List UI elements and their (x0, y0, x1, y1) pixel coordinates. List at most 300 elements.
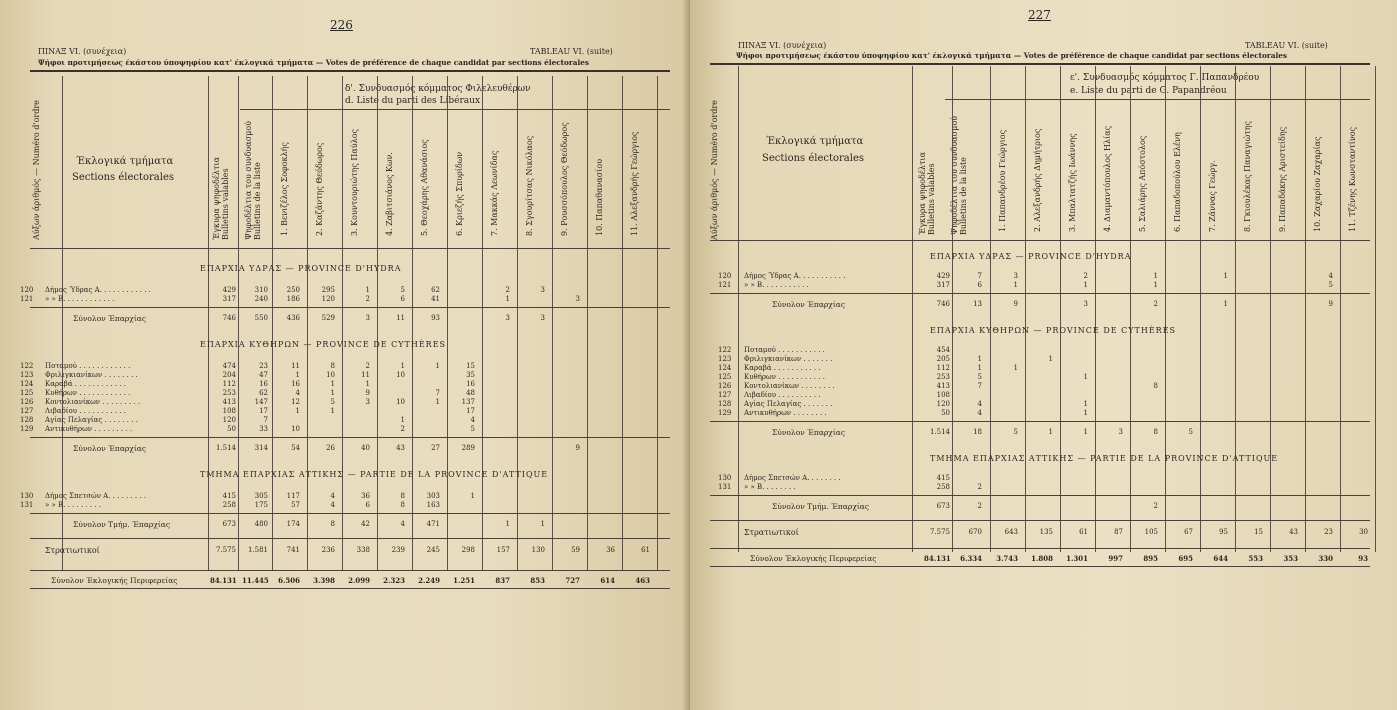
value-cell: 5 (400, 286, 405, 294)
row-number: 131 (20, 501, 34, 509)
value-cell: 1 (1048, 355, 1053, 363)
party-title-french: e. Liste du parti de G. Papandréou (1070, 86, 1227, 96)
candidate-header: 10. Παπαθανασίου (595, 158, 604, 236)
value-cell: 175 (254, 501, 268, 509)
value-cell: 35 (466, 371, 475, 379)
value-cell: 644 (1213, 554, 1228, 563)
candidate-header: 11. Τζένης Κωνσταντίνος (1348, 127, 1357, 232)
value-cell: 57 (291, 501, 300, 509)
value-cell: 157 (496, 546, 510, 554)
value-cell: 1 (540, 520, 545, 528)
value-cell: 17 (466, 407, 475, 415)
column-rule (657, 76, 658, 570)
col-valid-header: Έγκυρα ψηφοδέλτια Bulletins valables (918, 152, 936, 235)
value-cell: 11 (361, 371, 370, 379)
value-cell: 16 (259, 380, 268, 388)
value-cell: 5 (470, 425, 475, 433)
value-cell: 746 (936, 300, 950, 308)
value-cell: 614 (600, 576, 615, 585)
value-cell: 463 (635, 576, 650, 585)
value-cell: 353 (1283, 554, 1298, 563)
value-cell: 1 (470, 492, 475, 500)
value-cell: 108 (936, 391, 950, 399)
value-cell: 1 (435, 362, 440, 370)
value-cell: 2 (365, 362, 370, 370)
value-cell: 1 (1083, 428, 1088, 436)
left-page (0, 0, 690, 710)
value-cell: 50 (941, 409, 950, 417)
value-cell: 258 (936, 483, 950, 491)
row-number: 120 (718, 272, 732, 280)
subtotal-label: Σύνολον Έπαρχίας (73, 314, 147, 323)
province-heading: ΕΠΑΡΧΙΑ ΥΔΡΑΣ — PROVINCE D'HYDRA (200, 264, 402, 273)
subtotal-label: Σύνολον Έπαρχίας (73, 444, 147, 453)
value-cell: 8 (1153, 382, 1158, 390)
section-name: Καραβά . . . . . . . . . . . . (45, 380, 126, 388)
party-rule (945, 99, 1370, 100)
column-rule (208, 76, 209, 570)
grand-total-label: Σύνολον Έκλογικής Περιφερείας (750, 554, 877, 563)
section-name: Κοντολιανίκων . . . . . . . . (744, 382, 835, 390)
subtotal-rule (30, 307, 670, 308)
value-cell: 16 (291, 380, 300, 388)
candidate-header: 11. Αλεξανδρής Γεώργιος (630, 131, 639, 236)
col-list-header: Ψηφοδέλτια του συνδυασμού Bulletins de la liste (950, 115, 968, 235)
military-label: Στρατιωτικοί (744, 528, 799, 537)
row-number: 125 (20, 389, 34, 397)
value-cell: 7 (435, 389, 440, 397)
value-cell: 10 (326, 371, 335, 379)
candidate-header: 1. Βενιζέλος Σοφοκλής (280, 142, 289, 236)
value-cell: 474 (222, 362, 236, 370)
value-cell: 186 (286, 295, 300, 303)
value-cell: 1 (1013, 364, 1018, 372)
value-cell: 1.301 (1066, 554, 1088, 563)
candidate-header: 5. Σαλιάρης Απόστολος (1138, 135, 1147, 232)
party-rule (240, 109, 670, 110)
subtotal-label: Σύνολον Τμήμ. Έπαρχίας (73, 520, 171, 529)
value-cell: 895 (1143, 554, 1158, 563)
value-cell: 1 (365, 380, 370, 388)
value-cell: 205 (936, 355, 950, 363)
province-heading: ΤΜΗΜΑ ΕΠΑΡΧΙΑΣ ΑΤΤΙΚΗΣ — PARTIE DE LA PROVINCE D'ATTIQUE (930, 454, 1279, 463)
value-cell: 135 (1039, 528, 1053, 536)
subtotal-label: Σύνολον Τμήμ. Έπαρχίας (772, 502, 870, 511)
subtotal-rule (30, 437, 670, 438)
row-number: 121 (20, 295, 34, 303)
value-cell: 1.581 (247, 546, 268, 554)
candidate-header: 4. Ζαβιτσιάνος Κων. (385, 152, 394, 236)
value-cell: 3 (1083, 300, 1088, 308)
row-number: 130 (718, 474, 732, 482)
value-cell: 471 (426, 520, 440, 528)
candidate-header: 1. Παπανδρέου Γεώργιος (998, 129, 1007, 232)
subtotal-rule (30, 513, 670, 514)
value-cell: 3 (1013, 272, 1018, 280)
value-cell: 2 (977, 483, 982, 491)
col-list-header: Ψηφοδέλτια του συνδυασμού Bulletins de la liste (244, 120, 262, 240)
page-number: 226 (330, 18, 353, 32)
value-cell: 314 (254, 444, 268, 452)
value-cell: 305 (254, 492, 268, 500)
value-cell: 4 (977, 400, 982, 408)
section-name: Αντικυθήρων . . . . . . . . . (45, 425, 133, 433)
column-rule (447, 76, 448, 570)
value-cell: 120 (321, 295, 335, 303)
value-cell: 673 (222, 520, 236, 528)
value-cell: 1 (1223, 272, 1228, 280)
header-bottom-rule (30, 248, 670, 249)
value-cell: 54 (291, 444, 300, 452)
value-cell: 1 (1083, 281, 1088, 289)
value-cell: 18 (973, 428, 982, 436)
column-rule (482, 76, 483, 570)
top-rule (710, 63, 1370, 65)
value-cell: 5 (977, 373, 982, 381)
section-name: Λιβαδίου . . . . . . . . . . . (45, 407, 126, 415)
section-name: Φριλιγκιανίκων . . . . . . . . (45, 371, 138, 379)
value-cell: 147 (254, 398, 268, 406)
value-cell: 670 (968, 528, 982, 536)
value-cell: 1 (400, 362, 405, 370)
value-cell: 163 (426, 501, 440, 509)
row-number: 128 (20, 416, 34, 424)
value-cell: 36 (606, 546, 615, 554)
row-number: 122 (20, 362, 34, 370)
row-number: 129 (20, 425, 34, 433)
value-cell: 1 (1153, 272, 1158, 280)
value-cell: 120 (222, 416, 236, 424)
value-cell: 2.099 (348, 576, 370, 585)
row-number: 128 (718, 400, 732, 408)
party-title-greek: δ'. Συνδυασμός κόμματος Φιλελευθέρων (345, 84, 531, 94)
value-cell: 62 (259, 389, 268, 397)
value-cell: 338 (356, 546, 370, 554)
candidate-header: 7. Μακκάς Λεωνίδας (490, 150, 499, 236)
page-number: 227 (1028, 8, 1051, 22)
row-number: 120 (20, 286, 34, 294)
section-name: Κυθήρων . . . . . . . . . . . . (45, 389, 131, 397)
section-name: Αντικυθήρων . . . . . . . . (744, 409, 827, 417)
value-cell: 33 (259, 425, 268, 433)
candidate-header: 7. Ζάννας Γεώργ. (1208, 160, 1217, 232)
value-cell: 1 (330, 407, 335, 415)
value-cell: 3 (365, 398, 370, 406)
value-cell: 6.334 (960, 554, 982, 563)
value-cell: 1 (977, 364, 982, 372)
value-cell: 6 (400, 295, 405, 303)
column-rule (1270, 66, 1271, 552)
value-cell: 258 (222, 501, 236, 509)
value-cell: 295 (321, 286, 335, 294)
value-cell: 84.131 (924, 554, 951, 563)
value-cell: 1 (1083, 400, 1088, 408)
value-cell: 47 (259, 371, 268, 379)
value-cell: 746 (222, 314, 236, 322)
value-cell: 59 (571, 546, 580, 554)
value-cell: 2 (505, 286, 510, 294)
value-cell: 245 (426, 546, 440, 554)
candidate-header: 9. Ρουσσόπουλος Θεόδωρος (560, 122, 569, 236)
province-heading: ΕΠΑΡΧΙΑ ΚΥΘΗΡΩΝ — PROVINCE DE CYTHÈRES (200, 340, 447, 349)
section-name: » » Β. . . . . . . . . (45, 501, 101, 509)
column-rule (238, 76, 239, 570)
party-title-french: d. Liste du parti des Libéraux (345, 96, 481, 106)
value-cell: 415 (222, 492, 236, 500)
header-bottom-rule (710, 240, 1370, 241)
value-cell: 2 (1083, 272, 1088, 280)
value-cell: 1 (1013, 281, 1018, 289)
value-cell: 27 (431, 444, 440, 452)
value-cell: 429 (936, 272, 950, 280)
value-cell: 5 (1188, 428, 1193, 436)
section-name: » » Β. . . . . . . . (744, 483, 796, 491)
section-name: Κοντολιανίκων . . . . . . . . . (45, 398, 141, 406)
grand-total-rule (710, 548, 1370, 549)
value-cell: 6 (977, 281, 982, 289)
value-cell: 3.743 (996, 554, 1018, 563)
value-cell: 112 (936, 364, 950, 372)
value-cell: 84.131 (210, 576, 237, 585)
value-cell: 7.575 (215, 546, 236, 554)
value-cell: 67 (1184, 528, 1193, 536)
value-cell: 695 (1178, 554, 1193, 563)
value-cell: 3 (505, 314, 510, 322)
column-rule (552, 76, 553, 570)
column-rule (1340, 66, 1341, 552)
party-title-greek: ε'. Συνδυασμός κόμματος Γ. Παπανδρέου (1070, 73, 1260, 83)
value-cell: 317 (222, 295, 236, 303)
value-cell: 62 (431, 286, 440, 294)
section-name: Δήμος Ύδρας Α. . . . . . . . . . . . (45, 286, 151, 294)
value-cell: 250 (286, 286, 300, 294)
value-cell: 95 (1219, 528, 1228, 536)
column-rule (272, 76, 273, 570)
value-cell: 1 (1083, 373, 1088, 381)
header-right: TABLEAU VI. (suite) (530, 47, 613, 56)
value-cell: 1 (330, 389, 335, 397)
value-cell: 9 (1013, 300, 1018, 308)
candidate-header: 3. Κουντουριώτης Παύλος (350, 128, 359, 236)
value-cell: 41 (431, 295, 440, 303)
column-rule (1305, 66, 1306, 552)
candidate-header: 8. Σγουρίτσας Νικόλαος (525, 135, 534, 236)
right-page (690, 0, 1397, 710)
bottom-rule (30, 588, 670, 589)
row-number: 121 (718, 281, 732, 289)
value-cell: 15 (1254, 528, 1263, 536)
value-cell: 5 (330, 398, 335, 406)
row-number: 127 (20, 407, 34, 415)
subtotal-rule (710, 421, 1370, 422)
subtotal-label: Σύνολον Έπαρχίας (772, 300, 846, 309)
column-rule (912, 66, 913, 552)
value-cell: 8 (400, 501, 405, 509)
value-cell: 93 (1358, 554, 1368, 563)
column-rule (1025, 66, 1026, 552)
value-cell: 1.514 (215, 444, 236, 452)
candidate-header: 4. Διαμαντόπουλος Ηλίας (1103, 125, 1112, 232)
value-cell: 673 (936, 502, 950, 510)
value-cell: 1.514 (929, 428, 950, 436)
candidate-header: 3. Μπαλτατζής Ιωάννης (1068, 133, 1077, 232)
value-cell: 4 (977, 409, 982, 417)
value-cell: 298 (461, 546, 475, 554)
value-cell: 61 (1079, 528, 1088, 536)
value-cell: 1 (1223, 300, 1228, 308)
candidate-header: 8. Γκιουλέκας Παναγιώτης (1243, 121, 1252, 232)
value-cell: 7 (977, 272, 982, 280)
value-cell: 40 (361, 444, 370, 452)
value-cell: 3.398 (313, 576, 335, 585)
value-cell: 6.506 (278, 576, 300, 585)
subtitle: Ψήφοι προτιμήσεως έκάστου ύποψηφίου κατ' έκλογικά τμήματα — Votes de préférence de chaque candidat par sections électorales (736, 51, 1288, 60)
col-valid-header: Έγκυρα ψηφοδέλτια Bulletins valables (212, 157, 230, 240)
value-cell: 5 (1013, 428, 1018, 436)
row-number: 126 (718, 382, 732, 390)
value-cell: 1 (435, 398, 440, 406)
column-rule (307, 76, 308, 570)
row-number: 124 (718, 364, 732, 372)
column-rule (342, 76, 343, 570)
section-name: Κυθήρων . . . . . . . . . . . (744, 373, 825, 381)
value-cell: 2.249 (418, 576, 440, 585)
value-cell: 50 (227, 425, 236, 433)
province-heading: ΕΠΑΡΧΙΑ ΚΥΘΗΡΩΝ — PROVINCE DE CYTHÈRES (930, 326, 1177, 335)
value-cell: 10 (291, 425, 300, 433)
value-cell: 42 (361, 520, 370, 528)
value-cell: 253 (222, 389, 236, 397)
value-cell: 10 (396, 398, 405, 406)
section-name: » » Β. . . . . . . . . . . (744, 281, 809, 289)
value-cell: 2 (400, 425, 405, 433)
row-number: 123 (20, 371, 34, 379)
value-cell: 1 (330, 380, 335, 388)
value-cell: 253 (936, 373, 950, 381)
value-cell: 236 (321, 546, 335, 554)
column-rule (1165, 66, 1166, 552)
value-cell: 239 (391, 546, 405, 554)
value-cell: 317 (936, 281, 950, 289)
value-cell: 3 (540, 314, 545, 322)
header-left: ΠΙΝΑΞ VI. (συνέχεια) (738, 41, 827, 50)
value-cell: 2 (1153, 502, 1158, 510)
header-right: TABLEAU VI. (suite) (1245, 41, 1328, 50)
value-cell: 4 (1328, 272, 1333, 280)
value-cell: 8 (400, 492, 405, 500)
value-cell: 1 (1083, 409, 1088, 417)
value-cell: 174 (286, 520, 300, 528)
value-cell: 12 (291, 398, 300, 406)
column-rule (1200, 66, 1201, 552)
value-cell: 9 (575, 444, 580, 452)
value-cell: 1 (505, 295, 510, 303)
section-name: Καραβά . . . . . . . . . . . (744, 364, 821, 372)
column-rule (1060, 66, 1061, 552)
value-cell: 4 (330, 492, 335, 500)
value-cell: 1.808 (1031, 554, 1053, 563)
value-cell: 9 (1328, 300, 1333, 308)
value-cell: 137 (461, 398, 475, 406)
value-cell: 310 (254, 286, 268, 294)
grand-total-label: Σύνολον Έκλογικής Περιφερείας (51, 576, 178, 585)
section-name: Φριλιγκιανίκων . . . . . . . (744, 355, 833, 363)
header-left: ΠΙΝΑΞ VI. (συνέχεια) (38, 47, 127, 56)
candidate-header: 6. Παπαδοπούλου Ελένη (1173, 132, 1182, 232)
candidate-header: 2. Καζάντης Θεόδωρος (315, 142, 324, 236)
value-cell: 1 (295, 371, 300, 379)
top-rule (30, 70, 670, 72)
value-cell: 43 (1289, 528, 1298, 536)
section-name: Αγίας Πελαγίας . . . . . . . . (45, 416, 138, 424)
row-number: 123 (718, 355, 732, 363)
value-cell: 741 (286, 546, 300, 554)
value-cell: 1 (365, 286, 370, 294)
value-cell: 240 (254, 295, 268, 303)
value-cell: 1 (1153, 281, 1158, 289)
value-cell: 7 (263, 416, 268, 424)
value-cell: 3 (1118, 428, 1123, 436)
section-name: Ποταμού . . . . . . . . . . . . (45, 362, 131, 370)
value-cell: 550 (254, 314, 268, 322)
value-cell: 43 (396, 444, 405, 452)
column-rule (587, 76, 588, 570)
value-cell: 2 (365, 295, 370, 303)
value-cell: 4 (295, 389, 300, 397)
column-rule (1130, 66, 1131, 552)
section-name: Αγίας Πελαγίας . . . . . . . (744, 400, 833, 408)
value-cell: 413 (936, 382, 950, 390)
value-cell: 120 (936, 400, 950, 408)
value-cell: 997 (1108, 554, 1123, 563)
value-cell: 415 (936, 474, 950, 482)
row-number: 125 (718, 373, 732, 381)
value-cell: 5 (1328, 281, 1333, 289)
value-cell: 11 (291, 362, 300, 370)
value-cell: 1 (295, 407, 300, 415)
candidate-header: 2. Αλεξανδρής Δημήτριος (1033, 128, 1042, 232)
value-cell: 8 (1153, 428, 1158, 436)
value-cell: 7 (977, 382, 982, 390)
value-cell: 1 (505, 520, 510, 528)
value-cell: 837 (495, 576, 510, 585)
military-rule (710, 520, 1370, 521)
value-cell: 8 (330, 362, 335, 370)
military-label: Στρατιωτικοί (45, 546, 100, 555)
province-heading: ΤΜΗΜΑ ΕΠΑΡΧΙΑΣ ΑΤΤΙΚΗΣ — PARTIE DE LA PROVINCE D'ATTIQUE (200, 470, 549, 479)
value-cell: 15 (466, 362, 475, 370)
value-cell: 1 (977, 355, 982, 363)
value-cell: 2 (977, 502, 982, 510)
value-cell: 3 (575, 295, 580, 303)
column-rule (990, 66, 991, 552)
value-cell: 16 (466, 380, 475, 388)
candidate-header: 10. Ζαχαρίου Ζαχαρίας (1313, 136, 1322, 232)
value-cell: 87 (1114, 528, 1123, 536)
section-name: Δήμος Σπετσών Α. . . . . . . . . (45, 492, 147, 500)
candidate-header: 6. Κριεζής Σπυρίδων (455, 151, 464, 236)
value-cell: 26 (326, 444, 335, 452)
value-cell: 61 (641, 546, 650, 554)
column-rule (1375, 66, 1376, 552)
value-cell: 480 (254, 520, 268, 528)
value-cell: 17 (259, 407, 268, 415)
value-cell: 11.445 (242, 576, 269, 585)
col-sections-french: Sections électorales (762, 153, 865, 164)
value-cell: 429 (222, 286, 236, 294)
col-sections-greek: Έκλογικά τμήματα (766, 136, 864, 147)
section-name: Λιβαδίου . . . . . . . . . . (744, 391, 821, 399)
